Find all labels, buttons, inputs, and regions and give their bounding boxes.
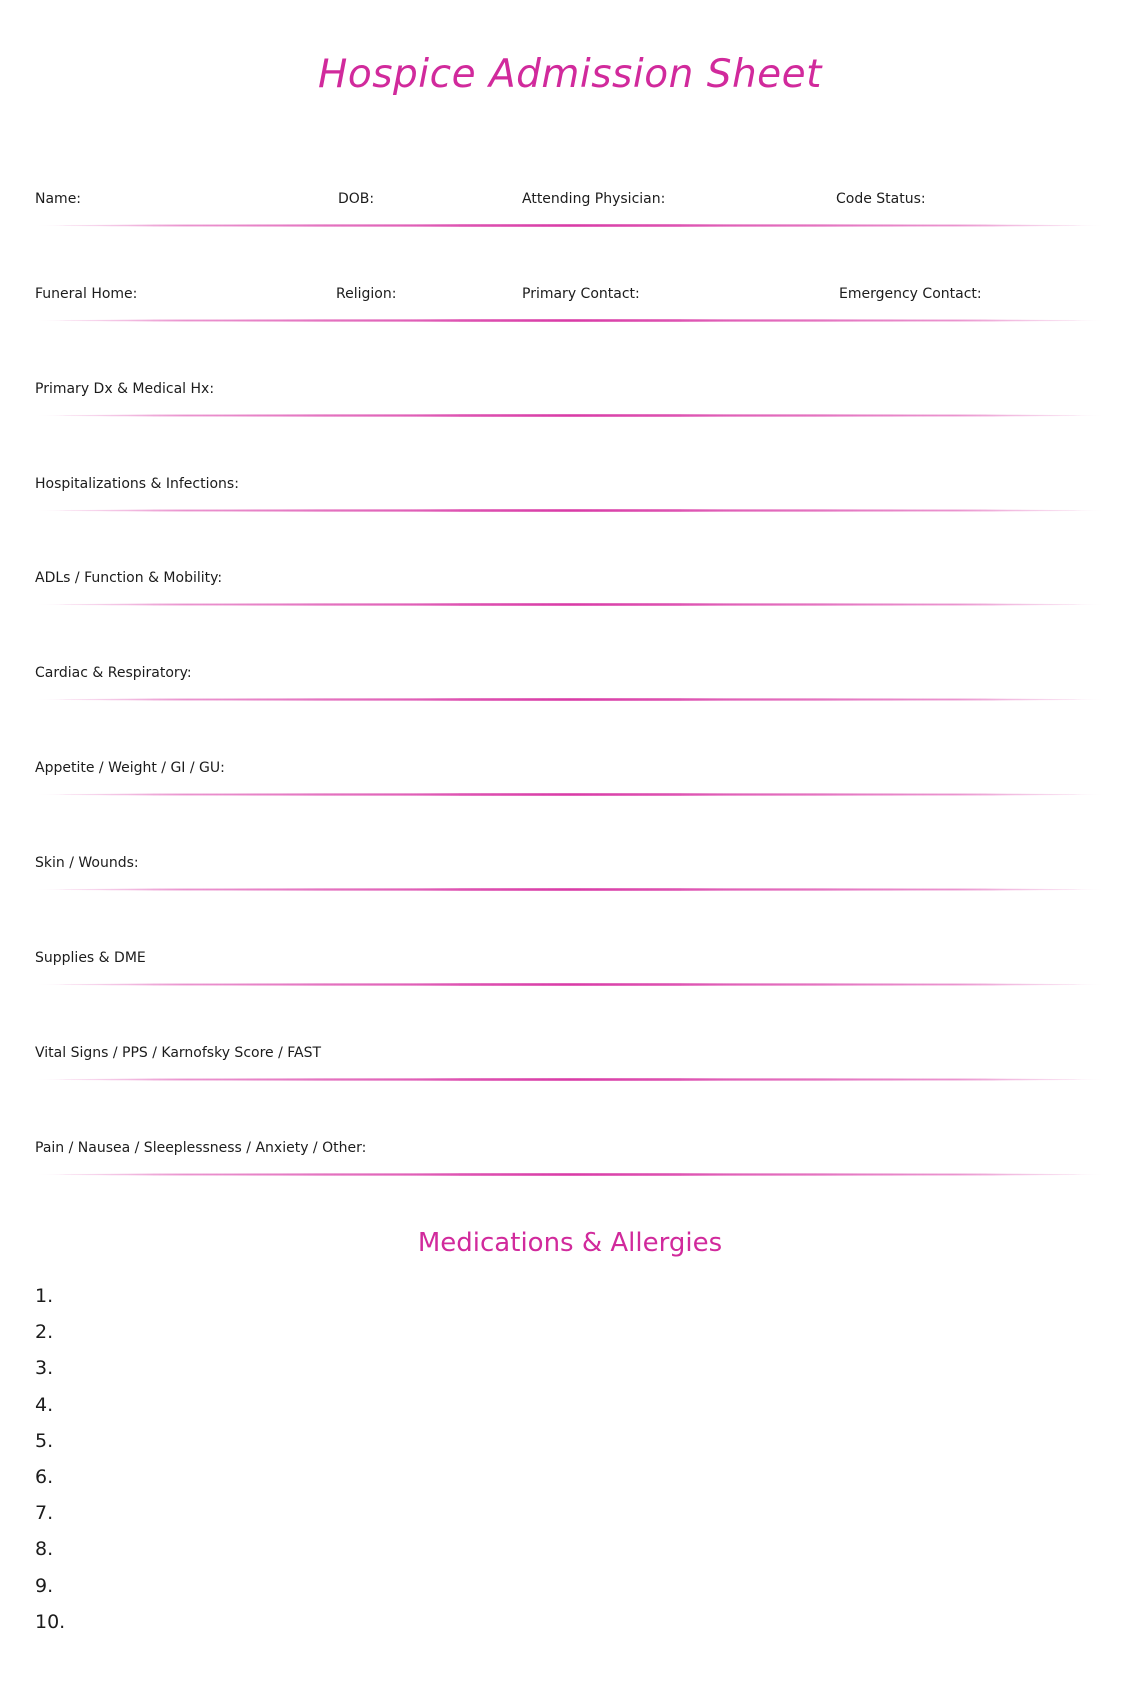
form-row-identity <box>0 191 1140 285</box>
medication-item[interactable]: 7. <box>35 1502 54 1525</box>
entry-line[interactable] <box>35 319 1105 322</box>
primary-contact-label: Primary Contact: <box>522 286 640 302</box>
section-vital-signs <box>0 1045 1140 1139</box>
section-skin <box>0 855 1140 949</box>
section-label: Primary Dx & Medical Hx: <box>35 381 215 397</box>
entry-line[interactable] <box>35 888 1105 891</box>
entry-line[interactable] <box>35 793 1105 796</box>
section-label: Supplies & DME <box>35 950 146 966</box>
medication-item[interactable]: 2. <box>35 1321 54 1344</box>
medication-item[interactable]: 3. <box>35 1357 54 1380</box>
section-adls <box>0 570 1140 664</box>
medications-list <box>35 1278 65 1640</box>
medication-item[interactable]: 4. <box>35 1393 54 1416</box>
name-label: Name: <box>35 191 82 207</box>
funeral-home-label: Funeral Home: <box>35 286 138 302</box>
entry-line[interactable] <box>35 509 1105 512</box>
section-supplies <box>0 950 1140 1044</box>
medication-item[interactable]: 10. <box>35 1610 66 1633</box>
section-label: Vital Signs / PPS / Karnofsky Score / FAST <box>35 1045 322 1061</box>
section-label: Hospitalizations & Infections: <box>35 476 239 492</box>
section-appetite <box>0 760 1140 854</box>
entry-line[interactable] <box>35 414 1105 417</box>
attending-physician-label: Attending Physician: <box>522 191 666 207</box>
medication-item[interactable]: 6. <box>35 1465 54 1488</box>
section-label: Pain / Nausea / Sleeplessness / Anxiety / Other: <box>35 1140 367 1156</box>
section-label: Appetite / Weight / GI / GU: <box>35 760 225 776</box>
entry-line[interactable] <box>35 983 1105 986</box>
section-pain <box>0 1140 1140 1234</box>
section-primary-dx <box>0 381 1140 475</box>
medication-item[interactable]: 8. <box>35 1538 54 1561</box>
religion-label: Religion: <box>336 286 397 302</box>
medication-item[interactable]: 9. <box>35 1574 54 1597</box>
entry-line[interactable] <box>35 1078 1105 1081</box>
entry-line[interactable] <box>35 603 1105 606</box>
section-cardiac <box>0 665 1140 759</box>
page-title: Hospice Admission Sheet <box>318 52 822 97</box>
entry-line[interactable] <box>35 224 1105 227</box>
code-status-label: Code Status: <box>836 191 926 207</box>
emergency-contact-label: Emergency Contact: <box>839 286 982 302</box>
entry-line[interactable] <box>35 1173 1105 1176</box>
section-hospitalizations <box>0 476 1140 570</box>
form-row-contacts <box>0 286 1140 380</box>
section-label: ADLs / Function & Mobility: <box>35 570 223 586</box>
medication-item[interactable]: 1. <box>35 1285 54 1307</box>
medications-heading: Medications & Allergies <box>417 1228 723 1258</box>
entry-line[interactable] <box>35 698 1105 701</box>
dob-label: DOB: <box>338 191 375 207</box>
section-label: Skin / Wounds: <box>35 855 139 871</box>
medication-item[interactable]: 5. <box>35 1429 54 1452</box>
section-label: Cardiac & Respiratory: <box>35 665 192 681</box>
